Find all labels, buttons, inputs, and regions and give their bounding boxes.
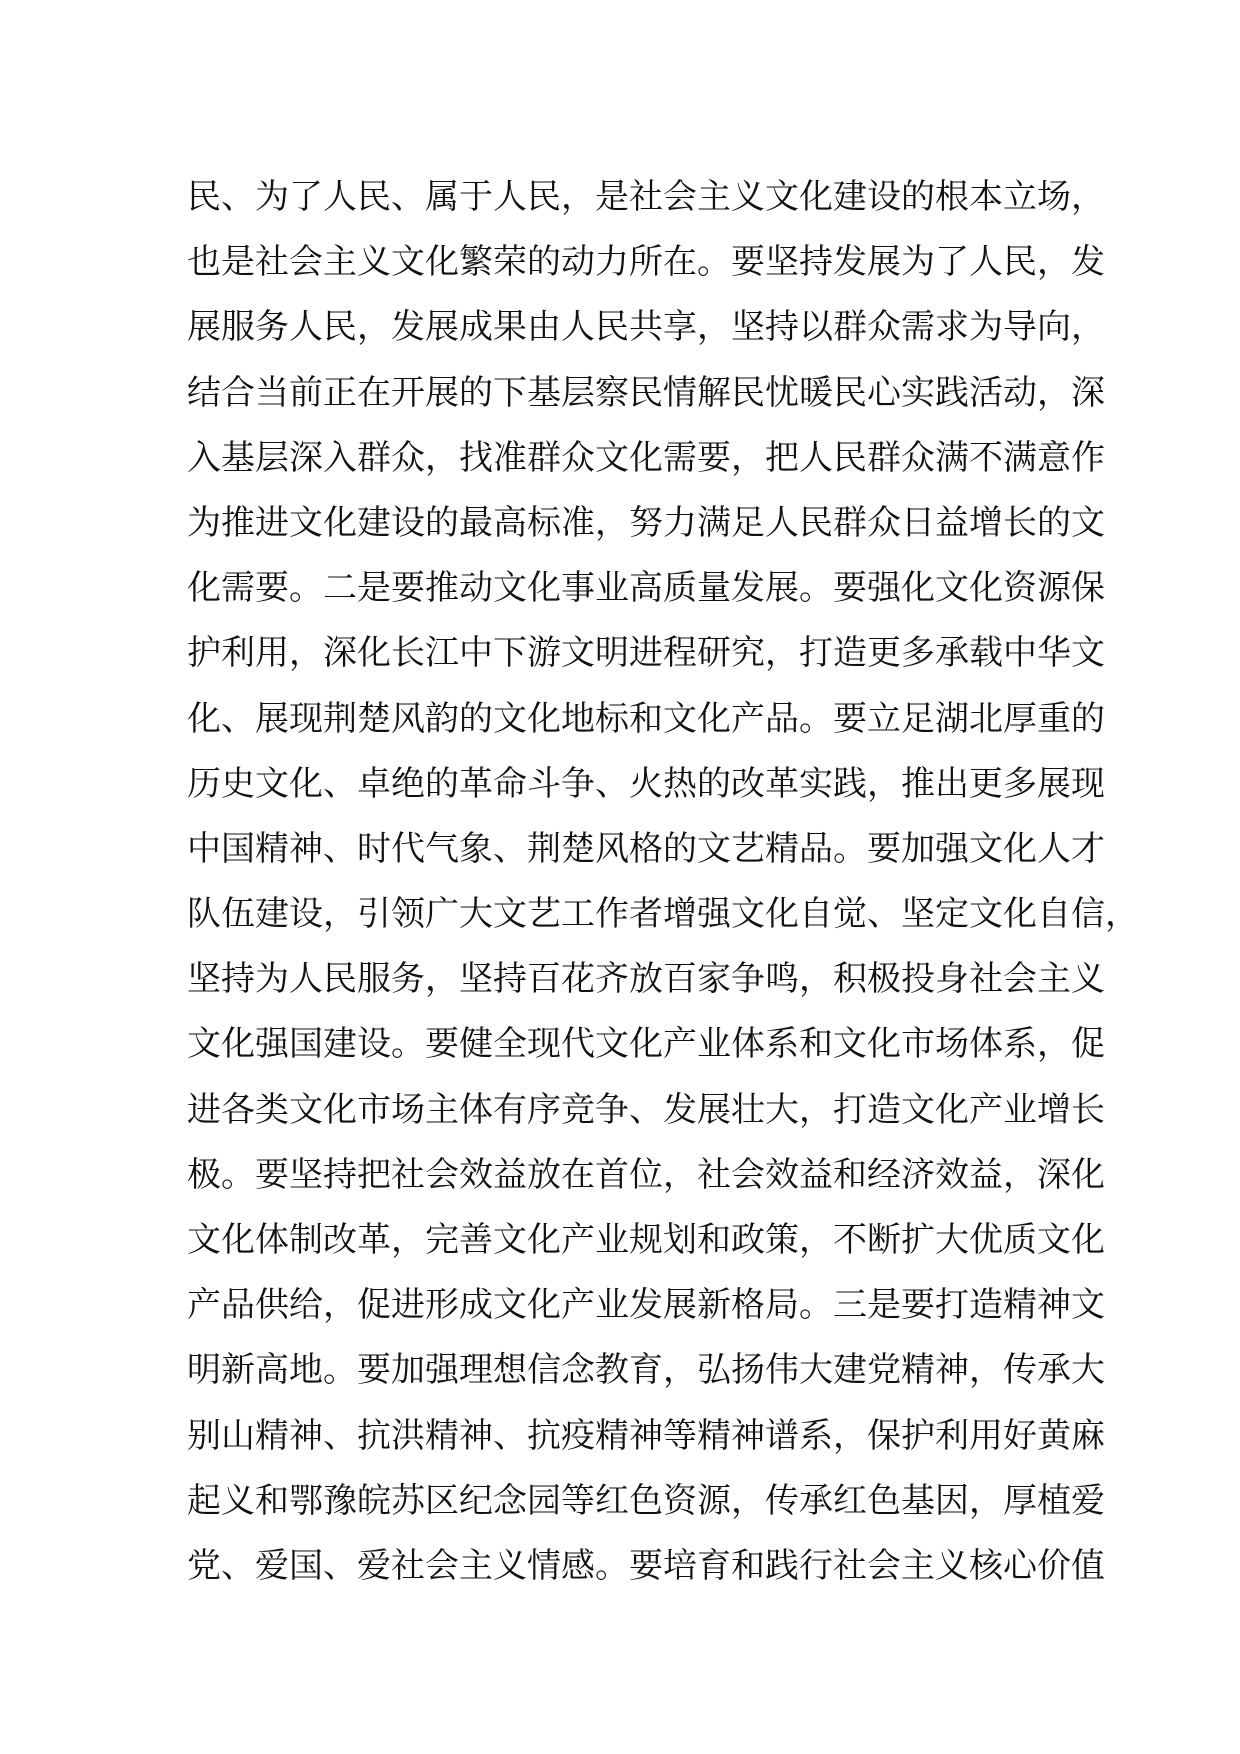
text-line: 化、展现荆楚风韵的文化地标和文化产品。要立足湖北厚重的 (187, 698, 1105, 739)
text-line: 队伍建设，引领广大文艺工作者增强文化自觉、坚定文化自信， (187, 894, 1139, 935)
body-paragraph (187, 165, 1139, 1599)
text-line: 中国精神、时代气象、荆楚风格的文艺精品。要加强文化人才 (187, 828, 1105, 869)
text-line: 起义和鄂豫皖苏区纪念园等红色资源，传承红色基因，厚植爱 (187, 1480, 1105, 1521)
text-line: 别山精神、抗洪精神、抗疫精神等精神谱系，保护利用好黄麻 (187, 1415, 1105, 1456)
text-line: 极。要坚持把社会效益放在首位，社会效益和经济效益，深化 (187, 1154, 1105, 1195)
text-line: 产品供给，促进形成文化产业发展新格局。三是要打造精神文 (187, 1285, 1105, 1326)
text-line: 化需要。二是要推动文化事业高质量发展。要强化文化资源保 (187, 568, 1105, 609)
text-line: 文化体制改革，完善文化产业规划和政策，不断扩大优质文化 (187, 1220, 1105, 1260)
text-line: 入基层深入群众，找准群众文化需要，把人民群众满不满意作 (187, 437, 1105, 478)
text-line: 党、爱国、爱社会主义情感。要培育和践行社会主义核心价值 (187, 1545, 1105, 1586)
text-line: 进各类文化市场主体有序竞争、发展壮大，打造文化产业增长 (187, 1089, 1105, 1130)
text-line: 展服务人民，发展成果由人民共享，坚持以群众需求为导向， (187, 307, 1105, 348)
text-line: 为推进文化建设的最高标准，努力满足人民群众日益增长的文 (187, 502, 1105, 543)
text-line: 结合当前正在开展的下基层察民情解民忧暖民心实践活动，深 (187, 372, 1105, 413)
text-line: 明新高地。要加强理想信念教育，弘扬伟大建党精神，传承大 (187, 1350, 1105, 1391)
text-line: 护利用，深化长江中下游文明进程研究，打造更多承载中华文 (187, 633, 1105, 674)
text-line: 历史文化、卓绝的革命斗争、火热的改革实践，推出更多展现 (187, 763, 1105, 804)
text-line: 坚持为人民服务，坚持百花齐放百家争鸣，积极投身社会主义 (187, 959, 1105, 1000)
text-line: 民、为了人民、属于人民，是社会主义文化建设的根本立场， (187, 177, 1105, 217)
text-line: 也是社会主义文化繁荣的动力所在。要坚持发展为了人民，发 (187, 242, 1105, 283)
text-line: 文化强国建设。要健全现代文化产业体系和文化市场体系，促 (187, 1024, 1105, 1065)
